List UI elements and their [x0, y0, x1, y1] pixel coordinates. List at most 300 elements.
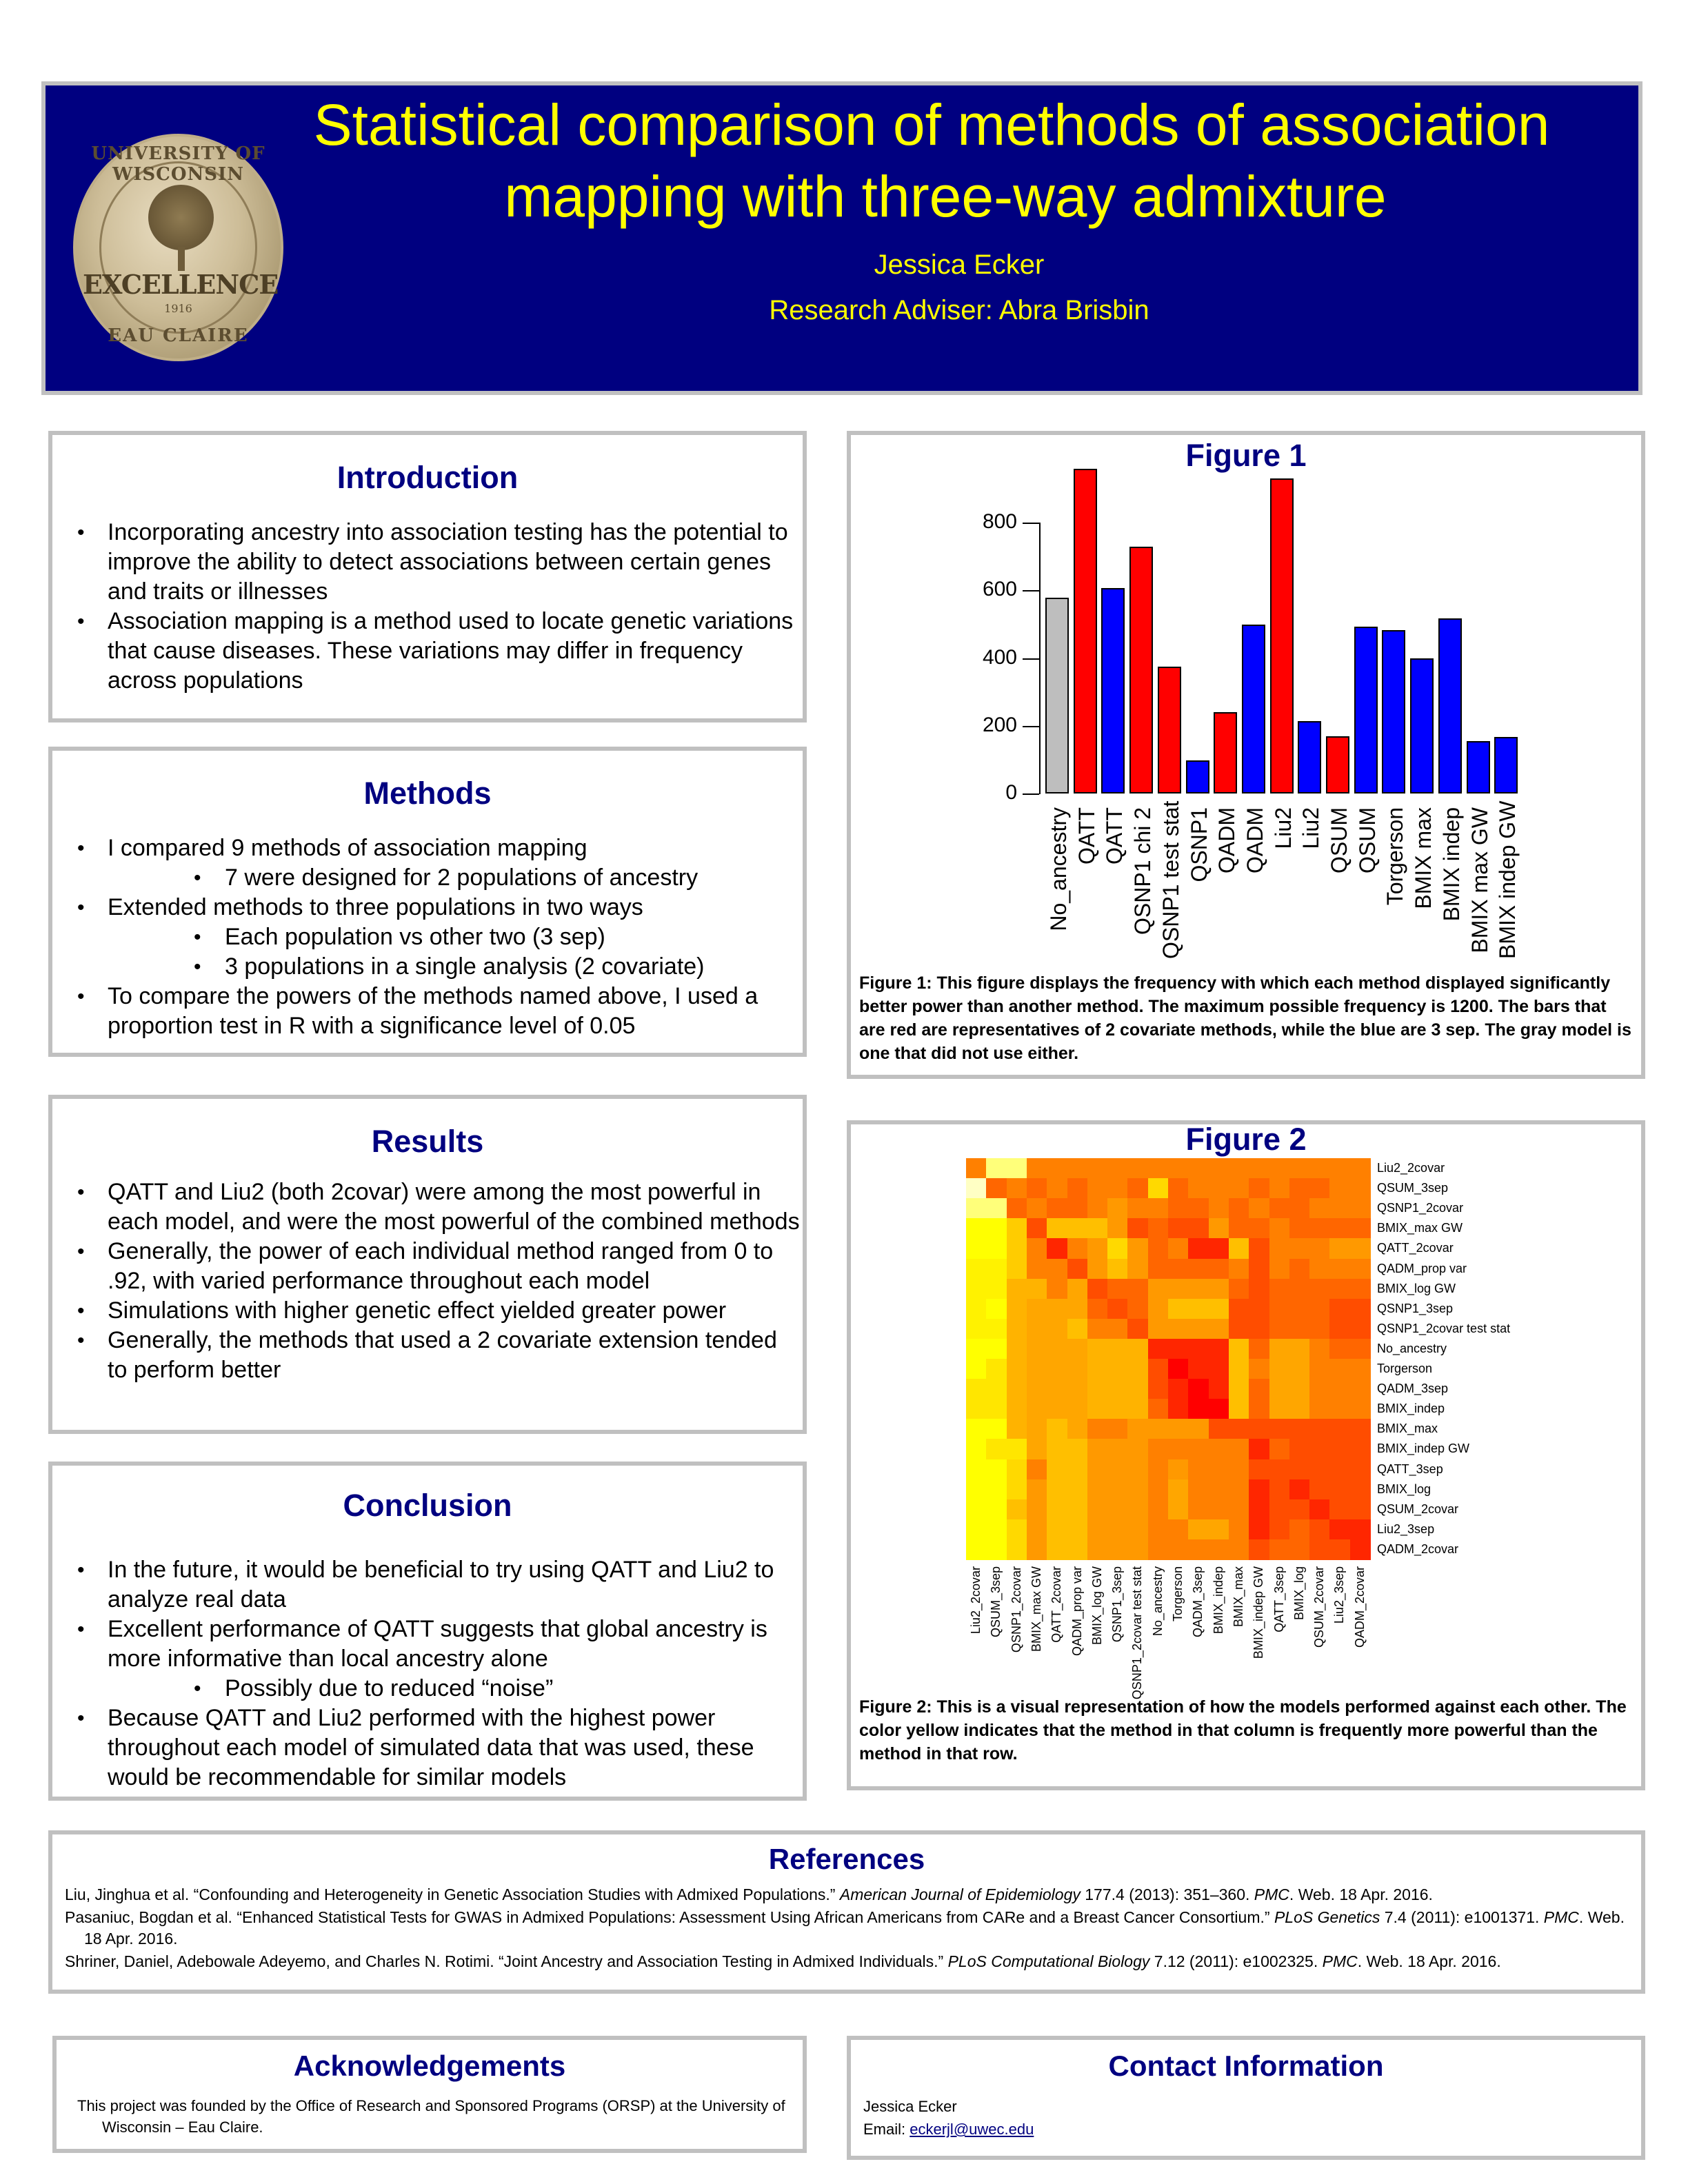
heatmap-cell	[1168, 1198, 1189, 1219]
section-heading: Results	[371, 1124, 484, 1159]
heatmap-chart	[851, 1124, 1641, 1786]
heatmap-cell	[1027, 1379, 1047, 1399]
heatmap-cell	[1047, 1238, 1067, 1259]
heatmap-cell	[1087, 1519, 1108, 1540]
heatmap-cell	[1249, 1279, 1269, 1300]
heatmap-cell	[1107, 1218, 1128, 1239]
bar-torgerson	[1382, 630, 1405, 793]
heatmap-cell	[1067, 1319, 1088, 1339]
heatmap-cell	[1047, 1419, 1067, 1439]
ref-text: Shriner, Daniel, Adebowale Adeyemo, and Charles N. Rotimi. “Joint Ancestry and Association Testing in Admixed Individuals.”	[65, 1952, 948, 1970]
heatmap-col-label: BMIX_indep GW	[1252, 1566, 1266, 1659]
heatmap-cell	[1168, 1499, 1189, 1520]
heatmap-col-label: QSNP1_3sep	[1110, 1566, 1125, 1643]
heatmap-cell	[966, 1218, 987, 1239]
heatmap-cell	[1289, 1198, 1310, 1219]
heatmap-cell	[1168, 1339, 1189, 1359]
heatmap-row-label: QSNP1_2covar	[1377, 1201, 1464, 1215]
y-axis-tick-label: 600	[982, 578, 1017, 601]
heatmap-cell	[1067, 1339, 1088, 1359]
bullet-list	[52, 1555, 803, 1792]
heatmap-cell	[1329, 1178, 1350, 1199]
heatmap-cell	[1027, 1359, 1047, 1379]
y-axis-tick-label: 400	[982, 645, 1017, 669]
heatmap-cell	[1269, 1539, 1290, 1560]
heatmap-cell	[1107, 1238, 1128, 1259]
heatmap-cell	[1229, 1259, 1249, 1280]
heatmap-row-label: Liu2_3sep	[1377, 1521, 1435, 1536]
seal-tree-icon	[148, 185, 214, 250]
heatmap-cell	[1309, 1399, 1330, 1419]
heatmap-cell	[986, 1399, 1007, 1419]
heatmap-cell	[1148, 1519, 1169, 1540]
heatmap-cell	[1350, 1459, 1371, 1480]
heatmap-cell	[1249, 1218, 1269, 1239]
heatmap-cell	[1127, 1419, 1148, 1439]
sub-list-item: • Each population vs other two (3 sep)	[52, 922, 803, 952]
heatmap-row-label: BMIX_max GW	[1377, 1221, 1463, 1235]
heatmap-cell	[1007, 1218, 1027, 1239]
heatmap-cell	[1329, 1299, 1350, 1320]
heatmap-cell	[1127, 1198, 1148, 1219]
heatmap-cell	[1188, 1339, 1209, 1359]
x-axis-label: QSNP1	[1186, 807, 1212, 882]
heatmap-cell	[1107, 1479, 1128, 1500]
y-axis-tick	[1023, 590, 1039, 592]
bullet-list	[52, 833, 803, 1041]
x-axis-label: Liu2	[1298, 807, 1324, 849]
x-axis-label: QSNP1 test stat	[1158, 800, 1183, 959]
bar-qatt	[1101, 588, 1125, 793]
ref-text: . Web. 18 Apr. 2016.	[84, 1908, 1625, 1948]
heatmap-cell	[1127, 1178, 1148, 1199]
heatmap-cell	[1168, 1439, 1189, 1459]
heatmap-cell	[1168, 1238, 1189, 1259]
heatmap-cell	[1209, 1499, 1229, 1520]
ref-text: . Web. 18 Apr. 2016.	[1357, 1952, 1501, 1970]
seal-top-text: UNIVERSITY OF WISCONSIN	[91, 143, 265, 185]
heatmap-cell	[1168, 1399, 1189, 1419]
heatmap-cell	[1350, 1158, 1371, 1179]
heatmap-cell	[1229, 1218, 1249, 1239]
seal-bottom-text: EAU CLAIRE	[108, 325, 249, 346]
heatmap-cell	[1007, 1479, 1027, 1500]
heatmap-cell	[1168, 1319, 1189, 1339]
heatmap-cell	[1027, 1259, 1047, 1280]
heatmap-row-label: QADM_prop var	[1377, 1261, 1467, 1275]
heatmap-cell	[1209, 1319, 1229, 1339]
heatmap-cell	[1269, 1319, 1290, 1339]
heatmap-cell	[1249, 1299, 1269, 1320]
heatmap-cell	[1047, 1279, 1067, 1300]
heatmap-cell	[1127, 1479, 1148, 1500]
heatmap-cell	[1148, 1399, 1169, 1419]
heatmap-row-label: QSUM_3sep	[1377, 1181, 1449, 1195]
heatmap-cell	[1027, 1519, 1047, 1540]
bar-qadm	[1214, 712, 1237, 793]
x-axis-label: QATT	[1074, 807, 1099, 865]
heatmap-cell	[1269, 1299, 1290, 1320]
heatmap-cell	[1047, 1218, 1067, 1239]
heatmap-cell	[1329, 1459, 1350, 1480]
heatmap-cell	[1188, 1479, 1209, 1500]
heatmap-cell	[1148, 1439, 1169, 1459]
heatmap-cell	[1188, 1238, 1209, 1259]
heatmap-row-label: QSNP1_3sep	[1377, 1301, 1454, 1315]
heatmap-cell	[1209, 1479, 1229, 1500]
heatmap-cell	[1269, 1519, 1290, 1540]
heatmap-cell	[1209, 1299, 1229, 1320]
heatmap-cell	[1309, 1238, 1330, 1259]
heatmap-cell	[1007, 1259, 1027, 1280]
heatmap-cell	[1229, 1178, 1249, 1199]
bar-bmix-max-gw	[1467, 741, 1490, 793]
section-heading: Conclusion	[343, 1488, 512, 1523]
heatmap-cell	[1067, 1519, 1088, 1540]
heatmap-cell	[1269, 1178, 1290, 1199]
heatmap-cell	[1087, 1178, 1108, 1199]
heatmap-cell	[1047, 1539, 1067, 1560]
heatmap-cell	[1107, 1499, 1128, 1520]
heatmap-cell	[1229, 1479, 1249, 1500]
heatmap-cell	[1229, 1519, 1249, 1540]
heatmap-cell	[1148, 1479, 1169, 1500]
heatmap-cell	[1309, 1299, 1330, 1320]
heatmap-cell	[1027, 1499, 1047, 1520]
x-axis-label: Torgerson	[1383, 807, 1408, 906]
sub-list-item: • 7 were designed for 2 populations of ancestry	[52, 863, 803, 893]
heatmap-cell	[1329, 1419, 1350, 1439]
heatmap-cell	[1047, 1339, 1067, 1359]
heatmap-cell	[1289, 1419, 1310, 1439]
heatmap-cell	[1249, 1499, 1269, 1520]
heatmap-cell	[986, 1439, 1007, 1459]
heatmap-cell	[1027, 1439, 1047, 1459]
heatmap-cell	[1127, 1259, 1148, 1280]
heatmap-cell	[1209, 1339, 1229, 1359]
heatmap-cell	[1249, 1519, 1269, 1540]
heatmap-cell	[1350, 1479, 1371, 1500]
heatmap-row-label: QATT_2covar	[1377, 1241, 1454, 1255]
heatmap-cell	[1269, 1359, 1290, 1379]
heatmap-cell	[1067, 1299, 1088, 1320]
heatmap-cell	[1047, 1479, 1067, 1500]
heatmap-cell	[1168, 1359, 1189, 1379]
heatmap-cell	[986, 1419, 1007, 1439]
seal-center-text: EXCELLENCE	[83, 269, 279, 300]
heatmap-col-label: QADM_3sep	[1191, 1566, 1205, 1638]
heatmap-cell	[1249, 1399, 1269, 1419]
heatmap-cell	[1007, 1399, 1027, 1419]
heatmap-cell	[1127, 1279, 1148, 1300]
heatmap-cell	[1027, 1339, 1047, 1359]
heatmap-cell	[1329, 1218, 1350, 1239]
y-axis-tick-label: 800	[982, 510, 1017, 534]
heatmap-cell	[1289, 1359, 1310, 1379]
heatmap-cell	[1127, 1238, 1148, 1259]
heatmap-cell	[1249, 1439, 1269, 1459]
heatmap-cell	[1148, 1419, 1169, 1439]
heatmap-cell	[1067, 1419, 1088, 1439]
heatmap-cell	[966, 1439, 987, 1459]
heatmap-cell	[1027, 1319, 1047, 1339]
heatmap-cell	[966, 1319, 987, 1339]
heatmap-row-label: QADM_2covar	[1377, 1541, 1459, 1556]
bar-qatt	[1074, 469, 1097, 793]
heatmap-cell	[1209, 1379, 1229, 1399]
heatmap-cell	[1209, 1178, 1229, 1199]
y-axis-tick	[1023, 726, 1039, 727]
heatmap-cell	[1229, 1359, 1249, 1379]
heatmap-cell	[1188, 1198, 1209, 1219]
heatmap-cell	[1350, 1319, 1371, 1339]
heatmap-cell	[1127, 1399, 1148, 1419]
heatmap-cell	[986, 1218, 1007, 1239]
heatmap-cell	[1229, 1499, 1249, 1520]
heatmap-cell	[1289, 1439, 1310, 1459]
heatmap-cell	[1087, 1279, 1108, 1300]
heatmap-cell	[1107, 1379, 1128, 1399]
heatmap-cell	[1148, 1359, 1169, 1379]
heatmap-cell	[1027, 1158, 1047, 1179]
heatmap-cell	[1107, 1539, 1128, 1560]
heatmap-cell	[1350, 1279, 1371, 1300]
heatmap-cell	[1087, 1218, 1108, 1239]
heatmap-cell	[1289, 1479, 1310, 1500]
heatmap-cell	[1007, 1319, 1027, 1339]
heatmap-cell	[986, 1198, 1007, 1219]
heatmap-col-label: QATT_3sep	[1272, 1566, 1286, 1632]
heatmap-cell	[986, 1379, 1007, 1399]
research-adviser: Research Adviser: Abra Brisbin	[769, 295, 1149, 325]
x-axis-label: QSUM	[1327, 807, 1352, 873]
heatmap-row-label: Liu2_2covar	[1377, 1161, 1445, 1175]
figure-title: Figure 1	[1185, 438, 1307, 473]
heatmap-cell	[1249, 1419, 1269, 1439]
bar-qsnp1	[1186, 760, 1209, 793]
heatmap-cell	[1289, 1459, 1310, 1480]
heatmap-cell	[1269, 1459, 1290, 1480]
heatmap-cell	[1329, 1359, 1350, 1379]
heatmap-cell	[1188, 1158, 1209, 1179]
heatmap-cell	[1309, 1419, 1330, 1439]
title-line-1: Statistical comparison of methods of association	[313, 92, 1550, 157]
heatmap-cell	[1289, 1279, 1310, 1300]
heatmap-cell	[966, 1238, 987, 1259]
ref-text: . Web. 18 Apr. 2016.	[1289, 1885, 1433, 1903]
heatmap-col-label: BMIX_max GW	[1029, 1566, 1043, 1652]
heatmap-cell	[1087, 1259, 1108, 1280]
heatmap-cell	[1047, 1178, 1067, 1199]
heatmap-row-label: QSNP1_2covar test stat	[1377, 1321, 1511, 1335]
heatmap-cell	[1309, 1259, 1330, 1280]
reference-item	[57, 1884, 1641, 1905]
heatmap-cell	[1350, 1379, 1371, 1399]
heatmap-cell	[1188, 1218, 1209, 1239]
heatmap-cell	[1027, 1178, 1047, 1199]
heatmap-col-label: BMIX_max	[1231, 1566, 1245, 1628]
heatmap-cell	[986, 1459, 1007, 1480]
ref-text: Pasaniuc, Bogdan et al. “Enhanced Statistical Tests for GWAS in Admixed Populations: Assessment Using African Americans from CARe and a Breast Cancer Consortium.”	[65, 1908, 1274, 1926]
heatmap-cell	[1087, 1459, 1108, 1480]
heatmap-cell	[1067, 1459, 1088, 1480]
heatmap-cell	[1168, 1539, 1189, 1560]
heatmap-row-label: BMIX_indep GW	[1377, 1442, 1470, 1456]
heatmap-cell	[1188, 1379, 1209, 1399]
list-item: • Excellent performance of QATT suggests that global ancestry is more informative than local ancestry alone	[52, 1615, 803, 1674]
heatmap-cell	[966, 1359, 987, 1379]
heatmap-cell	[1350, 1218, 1371, 1239]
heatmap-cell	[1067, 1479, 1088, 1500]
heatmap-cell	[1289, 1218, 1310, 1239]
bar-bmix-max	[1410, 658, 1434, 793]
heatmap-cell	[1229, 1238, 1249, 1259]
heatmap-cell	[986, 1319, 1007, 1339]
heatmap-cell	[1329, 1339, 1350, 1359]
heatmap-cell	[1087, 1319, 1108, 1339]
contact-email-row	[851, 2118, 1641, 2141]
heatmap-col-label: QADM_prop var	[1069, 1566, 1084, 1657]
heatmap-cell	[1127, 1299, 1148, 1320]
heatmap-cell	[1107, 1359, 1128, 1379]
heatmap-cell	[1249, 1158, 1269, 1179]
heatmap-cell	[986, 1178, 1007, 1199]
heatmap-cell	[1047, 1379, 1067, 1399]
section-heading: Contact Information	[1108, 2050, 1384, 2082]
heatmap-cell	[1188, 1459, 1209, 1480]
figure-1-panel	[847, 431, 1645, 1079]
heatmap-cell	[1027, 1479, 1047, 1500]
heatmap-row-label: BMIX_log	[1377, 1482, 1431, 1496]
x-axis-label: No_ancestry	[1046, 807, 1071, 931]
heatmap-cell	[1047, 1359, 1067, 1379]
heatmap-cell	[1329, 1479, 1350, 1500]
heatmap-cell	[966, 1459, 987, 1480]
list-item: • Because QATT and Liu2 performed with the highest power throughout each model of simulated data that was used, these would be recommendable for similar models	[52, 1703, 803, 1792]
heatmap-cell	[1350, 1299, 1371, 1320]
heatmap-cell	[1087, 1439, 1108, 1459]
heatmap-cell	[1249, 1259, 1269, 1280]
heatmap-cell	[1127, 1218, 1148, 1239]
heatmap-cell	[1209, 1158, 1229, 1179]
heatmap-col-label: QSNP1_2covar	[1009, 1566, 1023, 1653]
acknowledgements-section	[52, 2036, 807, 2153]
heatmap-cell	[1067, 1439, 1088, 1459]
heatmap-cell	[1289, 1519, 1310, 1540]
heatmap-cell	[1269, 1198, 1290, 1219]
x-axis-label: QADM	[1214, 807, 1240, 873]
methods-section	[48, 747, 807, 1057]
heatmap-cell	[1188, 1299, 1209, 1320]
heatmap-col-label: BMIX_log GW	[1089, 1566, 1104, 1646]
x-axis-label: BMIX max	[1411, 807, 1436, 909]
heatmap-row-label: QATT_3sep	[1377, 1462, 1443, 1476]
heatmap-cell	[1350, 1259, 1371, 1280]
heatmap-cell	[1289, 1238, 1310, 1259]
heatmap-cell	[1107, 1439, 1128, 1459]
email-link[interactable]: eckerjl@uwec.edu	[910, 2121, 1034, 2138]
heatmap-cell	[1148, 1158, 1169, 1179]
ref-text: Liu, Jinghua et al. “Confounding and Heterogeneity in Genetic Association Studies with Admixed Populations.”	[65, 1885, 840, 1903]
heatmap-cell	[1148, 1218, 1169, 1239]
heatmap-cell	[1249, 1379, 1269, 1399]
heatmap-col-label: QSNP1_2covar test stat	[1130, 1566, 1145, 1700]
heatmap-cell	[1007, 1439, 1027, 1459]
heatmap-cell	[1007, 1158, 1027, 1179]
heatmap-cell	[1027, 1218, 1047, 1239]
heatmap-cell	[1329, 1158, 1350, 1179]
heatmap-cell	[1350, 1519, 1371, 1540]
heatmap-cell	[966, 1479, 987, 1500]
heatmap-cell	[1087, 1419, 1108, 1439]
heatmap-cell	[1350, 1339, 1371, 1359]
results-section	[48, 1095, 807, 1434]
heatmap-cell	[1168, 1279, 1189, 1300]
heatmap-cell	[1067, 1178, 1088, 1199]
heatmap-cell	[1148, 1238, 1169, 1259]
heatmap-cell	[1107, 1178, 1128, 1199]
heatmap-cell	[1188, 1359, 1209, 1379]
heatmap-cell	[1087, 1399, 1108, 1419]
heatmap-cell	[1269, 1419, 1290, 1439]
heatmap-cell	[1309, 1158, 1330, 1179]
ref-journal: American Journal of Epidemiology	[839, 1885, 1081, 1903]
x-axis-label: BMIX indep GW	[1495, 800, 1520, 959]
heatmap-cell	[1329, 1399, 1350, 1419]
heatmap-col-label: BMIX_indep	[1211, 1566, 1225, 1635]
heatmap-cell	[1289, 1299, 1310, 1320]
heatmap-cell	[986, 1339, 1007, 1359]
heatmap-cell	[1229, 1158, 1249, 1179]
heatmap-cell	[1188, 1259, 1209, 1280]
heatmap-cell	[1229, 1379, 1249, 1399]
heatmap-cell	[1209, 1218, 1229, 1239]
heatmap-cell	[1127, 1359, 1148, 1379]
heatmap-cell	[1027, 1539, 1047, 1560]
heatmap-cell	[1229, 1198, 1249, 1219]
heatmap-cell	[1127, 1439, 1148, 1459]
heatmap-cell	[1027, 1399, 1047, 1419]
list-item: • Generally, the methods that used a 2 covariate extension tended to perform better	[52, 1326, 803, 1385]
poster-header	[41, 81, 1642, 395]
heatmap-cell	[1127, 1158, 1148, 1179]
heatmap-cell	[1249, 1319, 1269, 1339]
ref-text: 177.4 (2013): 351–360.	[1080, 1885, 1254, 1903]
heatmap-cell	[1289, 1178, 1310, 1199]
heatmap-cell	[1107, 1519, 1128, 1540]
heatmap-cell	[1168, 1419, 1189, 1439]
list-item: • Extended methods to three populations in two ways	[52, 893, 803, 922]
heatmap-cell	[986, 1158, 1007, 1179]
heatmap-cell	[986, 1238, 1007, 1259]
bar-qsnp1-test-stat	[1158, 667, 1181, 793]
heatmap-cell	[1289, 1259, 1310, 1280]
heatmap-cell	[1047, 1319, 1067, 1339]
y-axis-tick	[1023, 658, 1039, 660]
y-axis-tick-label: 0	[1005, 781, 1017, 804]
heatmap-cell	[1269, 1339, 1290, 1359]
ref-source: PMC	[1254, 1885, 1289, 1903]
heatmap-cell	[1188, 1319, 1209, 1339]
conclusion-section	[48, 1462, 807, 1801]
heatmap-cell	[1289, 1399, 1310, 1419]
heatmap-cell	[1209, 1359, 1229, 1379]
heatmap-cell	[1350, 1419, 1371, 1439]
heatmap-cell	[1047, 1399, 1067, 1419]
heatmap-cell	[1067, 1218, 1088, 1239]
heatmap-cell	[1309, 1439, 1330, 1459]
heatmap-col-label: No_ancestry	[1150, 1566, 1165, 1637]
